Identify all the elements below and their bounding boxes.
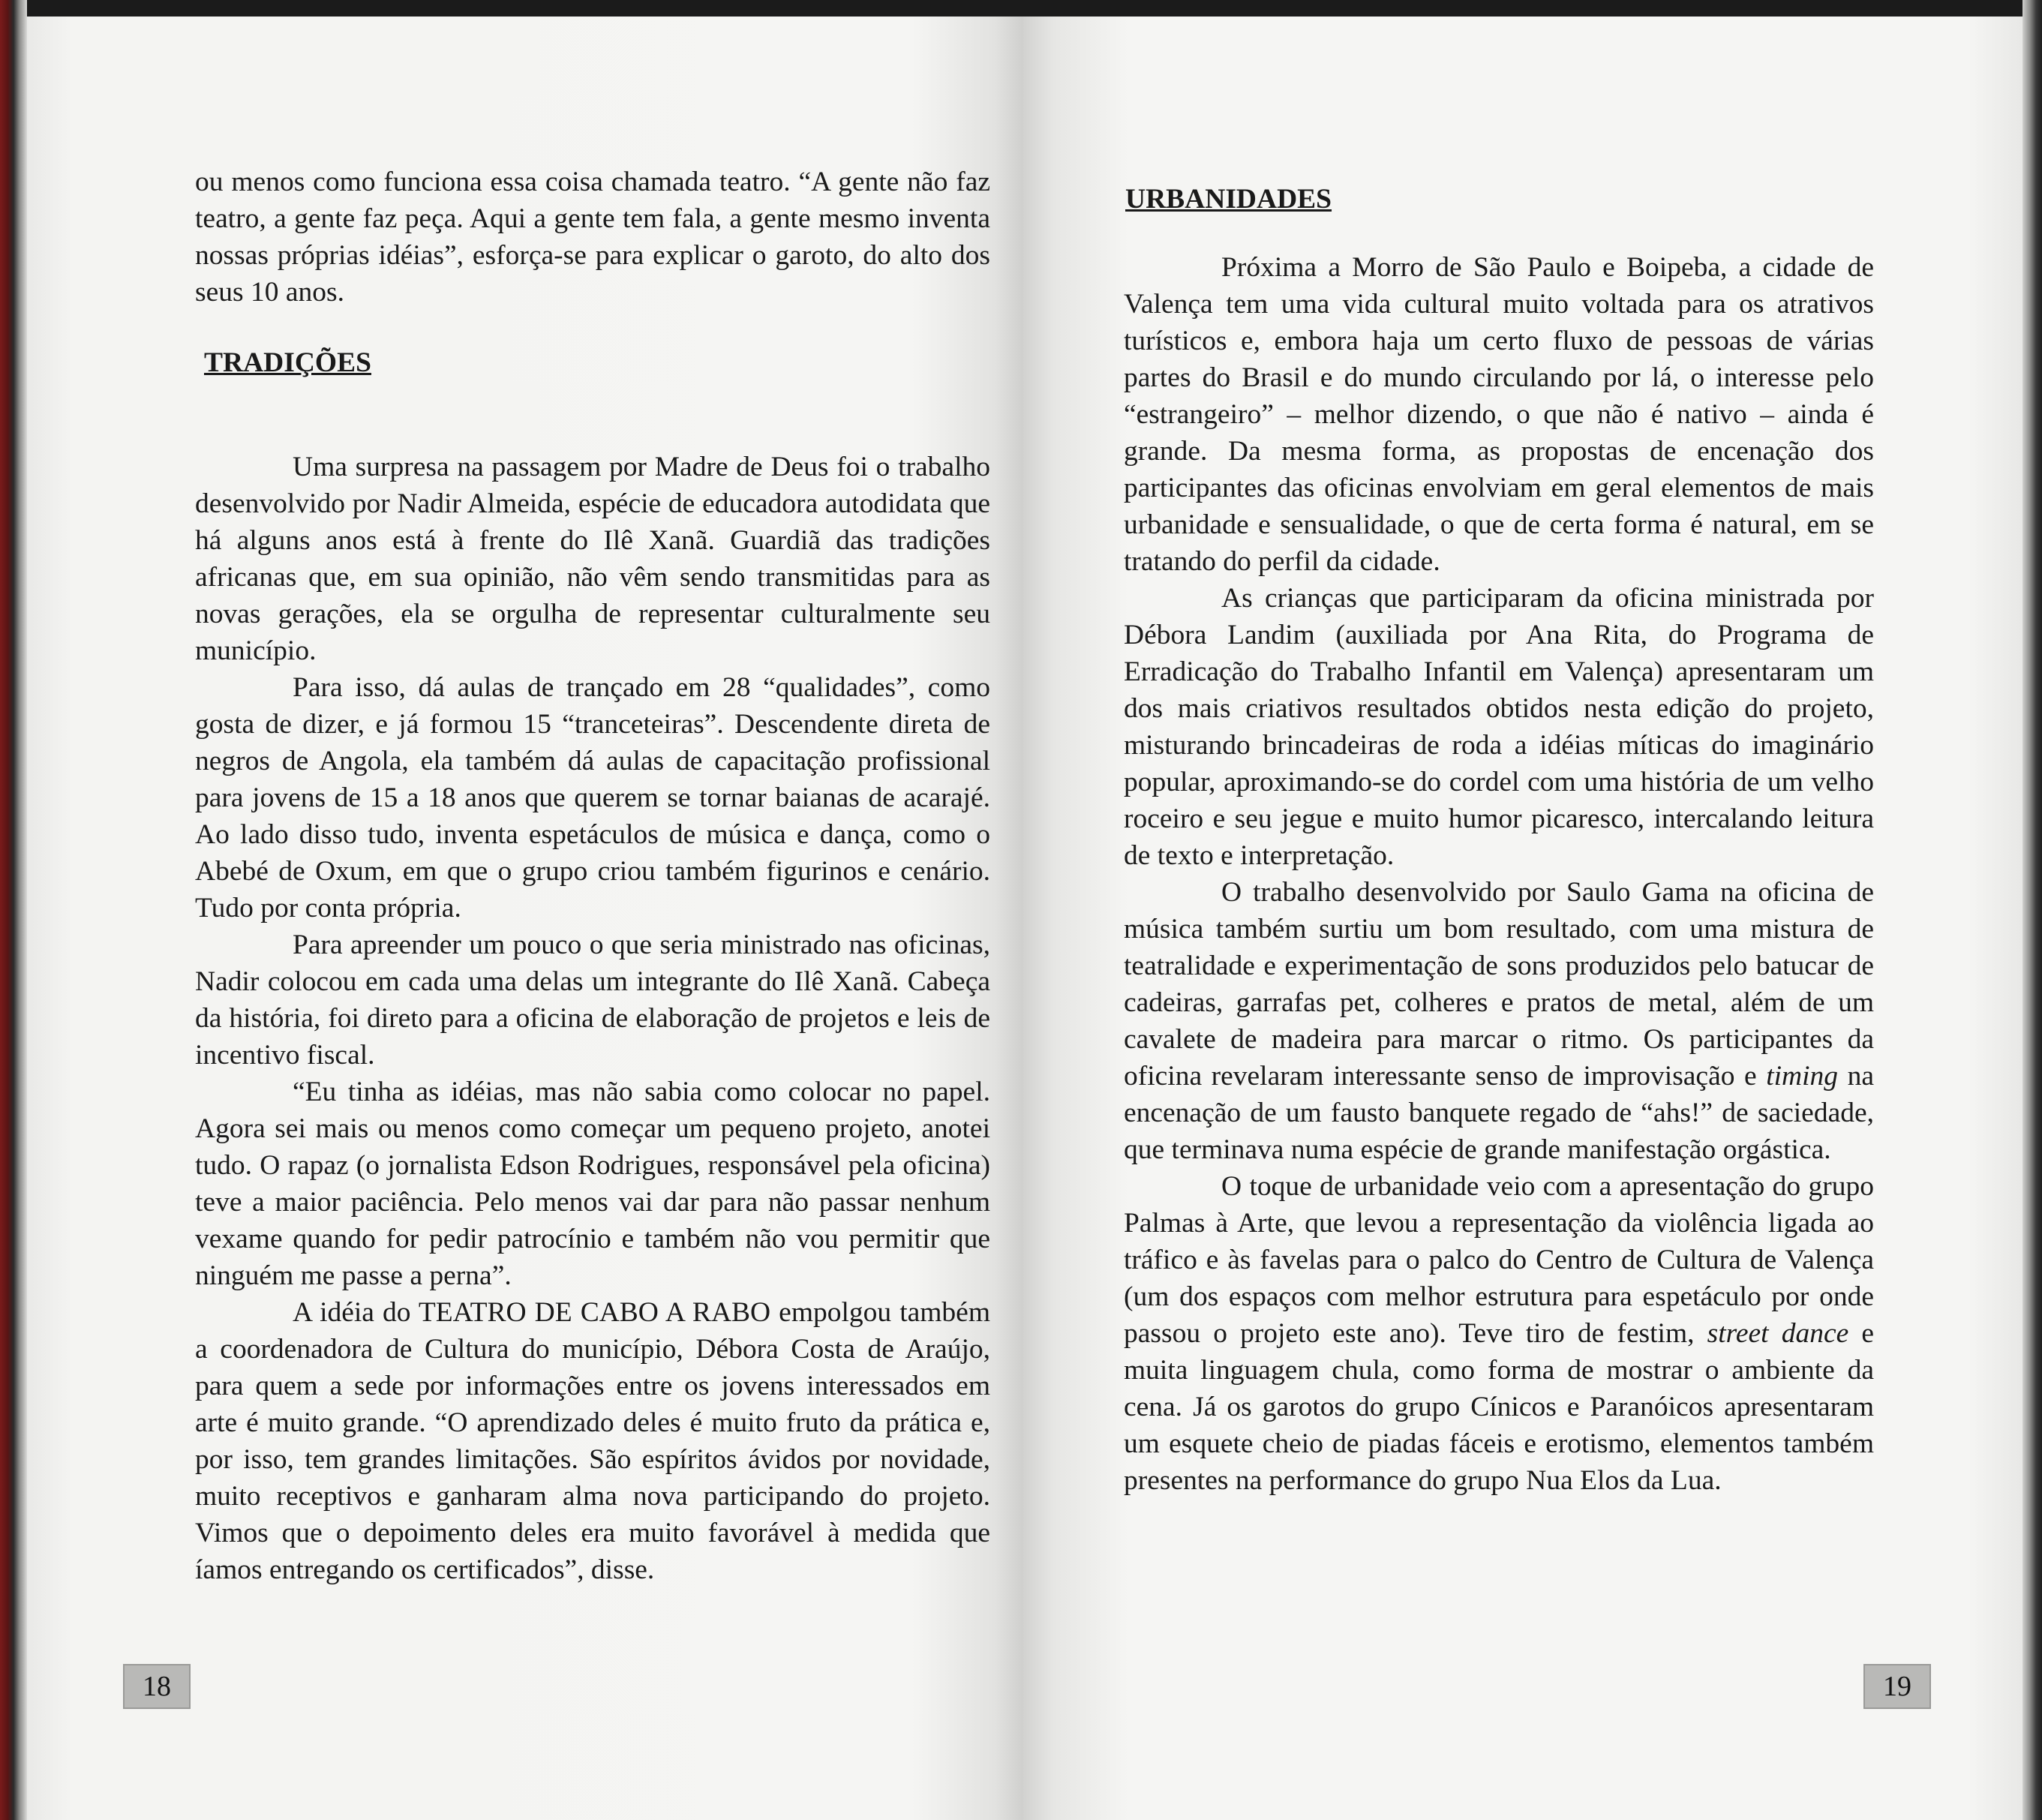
- book-cover-edge-right: [2022, 0, 2042, 1820]
- right-p3-text-a: O trabalho desenvolvido por Saulo Gama na oficina de música também surtiu um bom resultado, com uma mistura de teatralidade e experimentação de sons produzidos pelo batucar de cadeiras, garrafas pet, colheres e pratos de metal, além de um cavalete de madeira para marcar o ritmo. Os participantes da oficina revelaram interessante senso de improvisação e: [1124, 877, 1874, 1092]
- right-p4-text-b: e muita linguagem chula, como forma de mostrar o ambiente da cena. Já os garotos do grupo Cínicos e Paranóicos apresentaram um esquete cheio de piadas fáceis e erotismo, elementos também presentes na performance do grupo Nua Elos da Lua.: [1124, 1318, 1875, 1496]
- right-p3-text-b: na encenação de um fausto banquete regado de “ahs!” de saciedade, que terminava numa espécie de grande manifestação orgástica.: [1124, 1061, 1875, 1165]
- right-page: [1023, 17, 2022, 1820]
- right-p4-italic-term: street dance: [1707, 1318, 1849, 1349]
- right-paragraph-2: As crianças que participaram da oficina ministrada por Débora Landim (auxiliada por Ana Rita, do Programa de Erradicação do Trabalho Infantil em Valença) apresentaram um dos mais criativos resultados obtidos nesta edição do projeto, misturando brincadeiras de roda a idéias míticas do imaginário popular, aproximando-se do cordel com uma história de um velho roceiro e seu jegue e muito humor picaresco, intercalando leitura de texto e interpretação.: [1124, 583, 1874, 871]
- scan-top-border: [0, 0, 2042, 17]
- left-body: [195, 449, 990, 1588]
- right-body: [1124, 249, 1874, 1499]
- page-number-left: 18: [123, 1664, 191, 1709]
- page-number-right: 19: [1863, 1664, 1931, 1709]
- left-page: [27, 17, 1023, 1820]
- section-heading-urbanidades: URBANIDADES: [1125, 184, 1332, 215]
- book-cover-edge-left: [0, 0, 27, 1820]
- left-opening-block: [195, 164, 990, 311]
- right-p4-text-a: O toque de urbanidade veio com a apresentação do grupo Palmas à Arte, que levou a representação da violência ligada ao tráfico e às favelas para o palco do Centro de Cultura de Valença (um dos espaços com melhor estrutura para espetáculo por onde passou o projeto este ano). Teve tiro de festim,: [1124, 1171, 1874, 1349]
- left-opening-paragraph: ou menos como funciona essa coisa chamada teatro. “A gente não faz teatro, a gente faz peça. Aqui a gente tem fala, a gente mesmo inventa nossas próprias idéias”, esforça-se para explicar o garoto, do alto dos seus 10 anos.: [195, 167, 990, 308]
- right-p3-italic-term: timing: [1766, 1061, 1839, 1092]
- right-paragraph-3: [1124, 874, 1874, 1168]
- left-paragraph-3: Para apreender um pouco o que seria ministrado nas oficinas, Nadir colocou em cada uma delas um integrante do Ilê Xanã. Cabeça da história, foi direto para a oficina de elaboração de projetos e leis de incentivo fiscal.: [195, 930, 990, 1071]
- left-paragraph-5: A idéia do TEATRO DE CABO A RABO empolgou também a coordenadora de Cultura do município, Débora Costa de Araújo, para quem a sede por informações entre os jovens interessados em arte é muito grande. “O aprendizado deles é muito fruto da prática e, por isso, tem grandes limitações. São espíritos ávidos por novidade, muito receptivos e ganharam alma nova participando do projeto. Vimos que o depoimento deles era muito favorável à medida que íamos entregando os certificados”, disse.: [195, 1297, 990, 1585]
- left-paragraph-2: Para isso, dá aulas de trançado em 28 “qualidades”, como gosta de dizer, e já formou 15 “tranceteiras”. Descendente direta de negros de Angola, ela também dá aulas de capacitação profissional para jovens de 15 a 18 anos que querem se tornar baianas de acarajé. Ao lado disso tudo, inventa espetáculos de música e dança, como o Abebé de Oxum, em que o grupo criou também figurinos e cenário. Tudo por conta própria.: [195, 672, 990, 924]
- right-paragraph-4: [1124, 1168, 1874, 1499]
- left-paragraph-1: Uma surpresa na passagem por Madre de Deus foi o trabalho desenvolvido por Nadir Almeida, espécie de educadora autodidata que há alguns anos está à frente do Ilê Xanã. Guardiã das tradições africanas que, em sua opinião, não vêm sendo transmitidas para as novas gerações, ela se orgulha de representar culturalmente seu município.: [195, 452, 990, 666]
- right-paragraph-1: Próxima a Morro de São Paulo e Boipeba, a cidade de Valença tem uma vida cultural muito voltada para os atrativos turísticos e, embora haja um certo fluxo de pessoas de várias partes do Brasil e do mundo circulando por lá, o interesse pelo “estrangeiro” – melhor dizendo, o que não é nativo – ainda é grande. Da mesma forma, as propostas de encenação dos participantes das oficinas envolviam em geral elementos de mais urbanidade e sensualidade, o que de certa forma é natural, em se tratando do perfil da cidade.: [1124, 252, 1874, 577]
- section-heading-tradicoes: TRADIÇÕES: [204, 347, 371, 378]
- left-paragraph-4: “Eu tinha as idéias, mas não sabia como colocar no papel. Agora sei mais ou menos como começar um pequeno projeto, anotei tudo. O rapaz (o jornalista Edson Rodrigues, responsável pela oficina) teve a maior paciência. Pelo menos vai dar para não passar nenhum vexame quando for pedir patrocínio e também não vou permitir que ninguém me passe a perna”.: [195, 1077, 990, 1291]
